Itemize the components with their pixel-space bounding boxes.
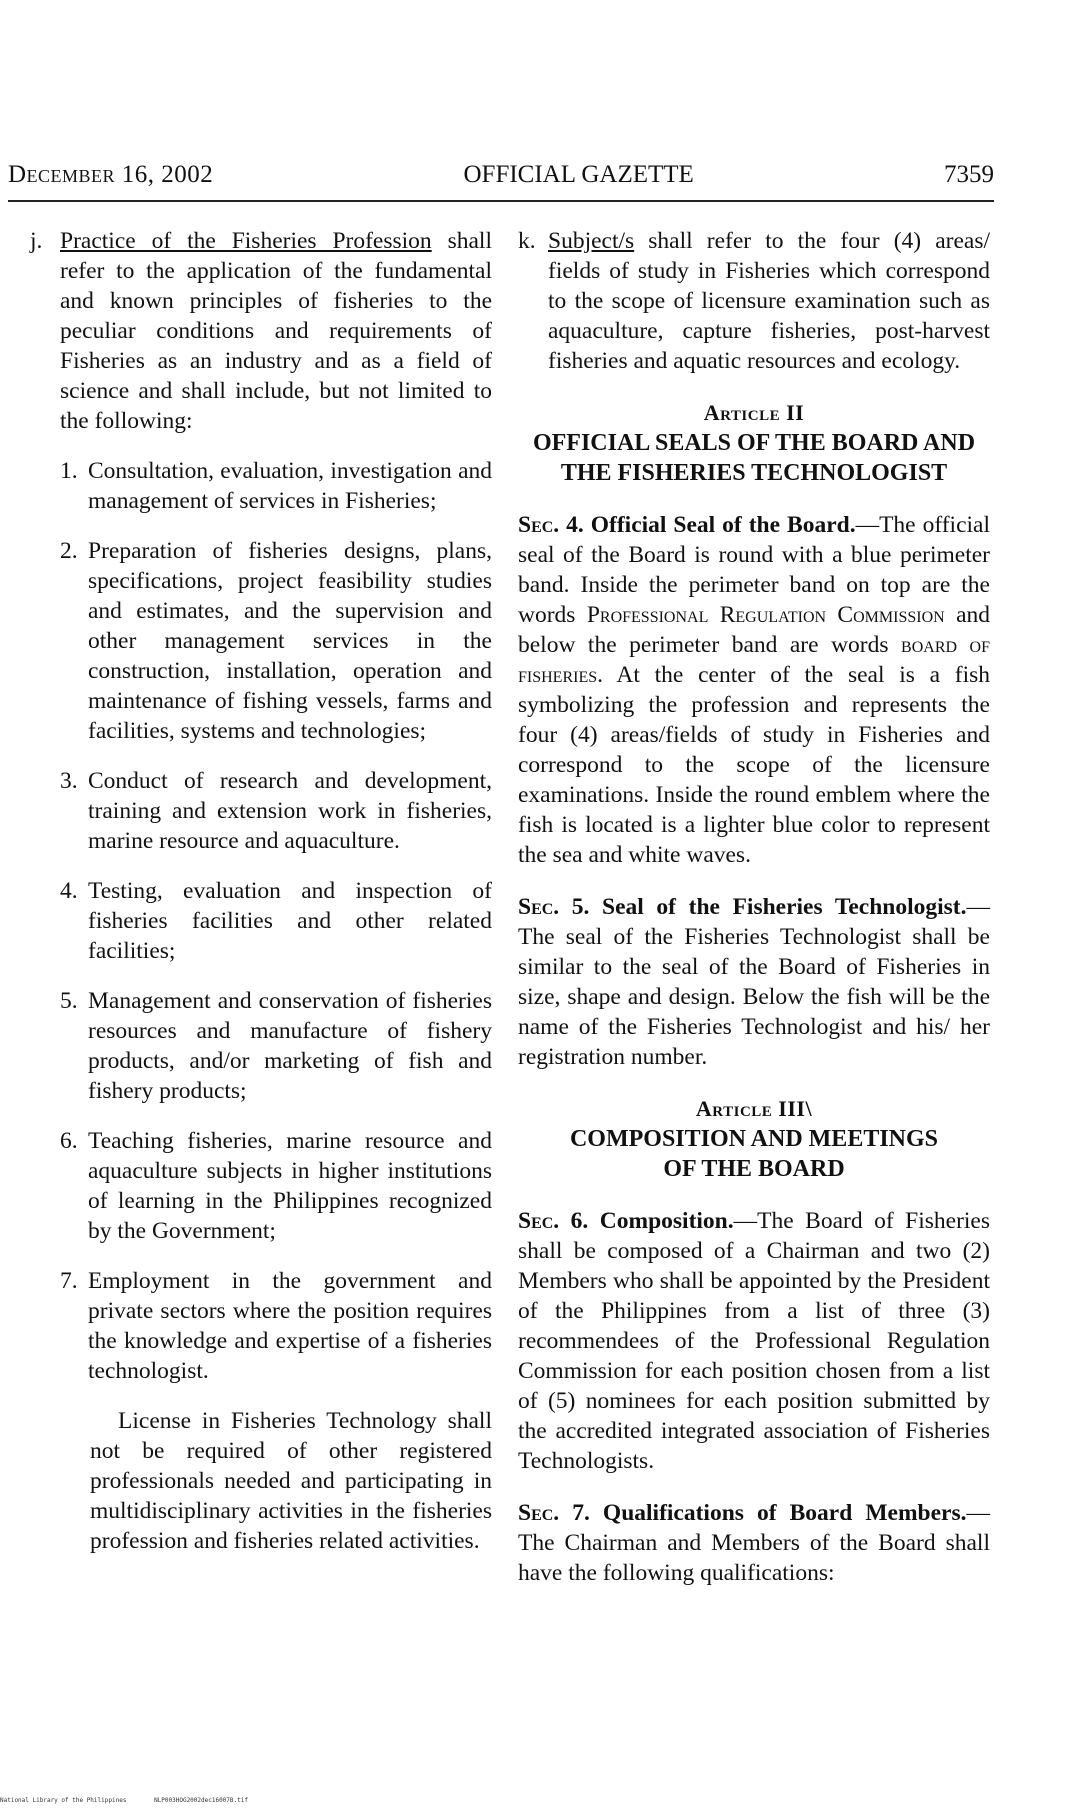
section-text: . At the center of the seal is a fish symbolizing the profession and represents the four (4) areas/fields of study in Fisheries and correspond to the scope of the licensure examinations. Inside the round emblem where the fish is located is a lighter blue color to represent the sea and white waves. [518, 662, 990, 868]
right-column [518, 226, 990, 1610]
list-number: 5. [60, 988, 78, 1014]
list-text: Employment in the government and private sectors where the position requires the knowledge and expertise of a fisheries technologist. [88, 1268, 492, 1384]
definition-text [60, 226, 492, 436]
list-item [60, 456, 492, 516]
definition-text [548, 226, 990, 376]
article-number: Article III\ [695, 1096, 813, 1121]
article-title [518, 1124, 990, 1184]
list-text: Testing, evaluation and inspection of fisheries facilities and other related facilities; [88, 878, 492, 964]
list-text: Consultation, evaluation, investigation and management of services in Fisheries; [88, 458, 492, 514]
section-heading: Official Seal of the Board. [583, 512, 856, 538]
list-item [60, 766, 492, 856]
list-item [60, 1266, 492, 1386]
small-caps-phrase: board of fisheries [518, 632, 990, 688]
article-title-line: THE FISHERIES TECHNOLOGIST [560, 460, 948, 486]
practice-list [60, 456, 492, 1386]
section-heading: Qualifications of Board Members. [589, 1500, 967, 1526]
header-rule [8, 200, 994, 202]
list-number: 6. [60, 1128, 78, 1154]
list-text: Preparation of fisheries designs, plans, specifications, project feasibility studies and estimates, and the supervision and other management services in the construction, installation, operation and maintenance of fishing vessels, farms and facilities, systems and technologies; [88, 538, 492, 744]
small-caps-phrase: Professional Regulation Commission [586, 602, 945, 628]
section-text: —The Chairman and Members of the Board shall have the following qualifications: [518, 1500, 990, 1586]
definition-k [518, 226, 990, 376]
list-text: Teaching fisheries, marine resource and aquaculture subjects in higher institutions of learning in the Philippines recognized by the Government; [88, 1128, 492, 1244]
file-label: NLP003HOG2002dec16007B.tif [154, 1797, 248, 1804]
section-number: Sec. 4. [518, 512, 584, 538]
list-item [60, 986, 492, 1106]
list-number: 7. [60, 1268, 78, 1294]
definition-body: shall refer to the four (4) areas/ fields of study in Fisheries which correspond to the scope of licensure examination such as aquaculture, capture fisheries, post-harvest fisheries and aquatic resources and ecology. [548, 228, 990, 374]
page-header [8, 158, 994, 192]
definition-body: shall refer to the application of the fundamental and known principles of fisheries to the peculiar conditions and requirements of Fisheries as an industry and as a field of science and shall include, but not limited to the following: [60, 228, 492, 434]
list-number: 4. [60, 878, 78, 904]
defined-term: Subject/s [548, 228, 635, 254]
library-label: National Library of the Philippines [0, 1797, 127, 1804]
list-text: Management and conservation of fisheries resources and manufacture of fishery products, and/or marketing of fish and fishery products; [88, 988, 492, 1104]
section-text: — The seal of the Fisheries Technologist shall be similar to the seal of the Board of Fisheries in size, shape and design. Below the fish will be the name of the Fisheries Technologist and his/ her registration number. [518, 894, 990, 1070]
list-item [60, 1126, 492, 1246]
section-6 [518, 1206, 990, 1476]
list-item [60, 876, 492, 966]
article-3-heading [518, 1094, 990, 1184]
gazette-title: OFFICIAL GAZETTE [463, 161, 694, 188]
list-text: Conduct of research and development, training and extension work in fisheries, marine resource and aquaculture. [88, 768, 492, 854]
definition-j [30, 226, 492, 436]
article-title-line: OFFICIAL SEALS OF THE BOARD AND [532, 430, 976, 456]
left-column [30, 226, 492, 1556]
article-title-line: OF THE BOARD [663, 1156, 845, 1182]
article-2-heading [518, 398, 990, 488]
section-number: Sec. 5. [518, 894, 590, 920]
article-title-line: COMPOSITION AND MEETINGS [569, 1126, 939, 1152]
scan-footer [0, 1797, 272, 1804]
list-item [60, 536, 492, 746]
list-number: 3. [60, 768, 78, 794]
section-text: —The Board of Fisheries shall be composed of a Chairman and two (2) Members who shall be appointed by the President of the Philippines from a list of three (3) recommendees of the Professional Regulation Commission for each position chosen from a list of (5) nominees for each position submitted by the accredited integrated association of Fisheries Technologists. [518, 1208, 991, 1474]
section-text: and below the perimeter band are words [518, 602, 990, 658]
page-number: 7359 [944, 161, 994, 188]
definition-label: j. [30, 228, 43, 254]
header-date: December 16, 2002 [8, 161, 214, 188]
section-number: Sec. 6. [518, 1208, 589, 1234]
defined-term: Practice of the Fisheries Profession [60, 228, 432, 254]
definition-label: k. [518, 228, 536, 254]
section-5 [518, 892, 990, 1072]
section-heading: Seal of the Fisheries Technologist. [589, 894, 967, 920]
list-number: 2. [60, 538, 78, 564]
section-7 [518, 1498, 990, 1588]
article-title [518, 428, 990, 488]
list-number: 1. [60, 458, 78, 484]
section-heading: Composition. [588, 1208, 734, 1234]
section-4 [518, 510, 990, 870]
article-number: Article II [703, 400, 805, 425]
license-paragraph: License in Fisheries Technology shall not be required of other registered professionals needed and participating in multidisciplinary activities in the fisheries profession and fisheries related activities. [90, 1408, 492, 1554]
section-text: —The official seal of the Board is round with a blue perimeter band. Inside the perimeter band on top are the words [518, 512, 991, 628]
section-number: Sec. 7. [518, 1500, 590, 1526]
